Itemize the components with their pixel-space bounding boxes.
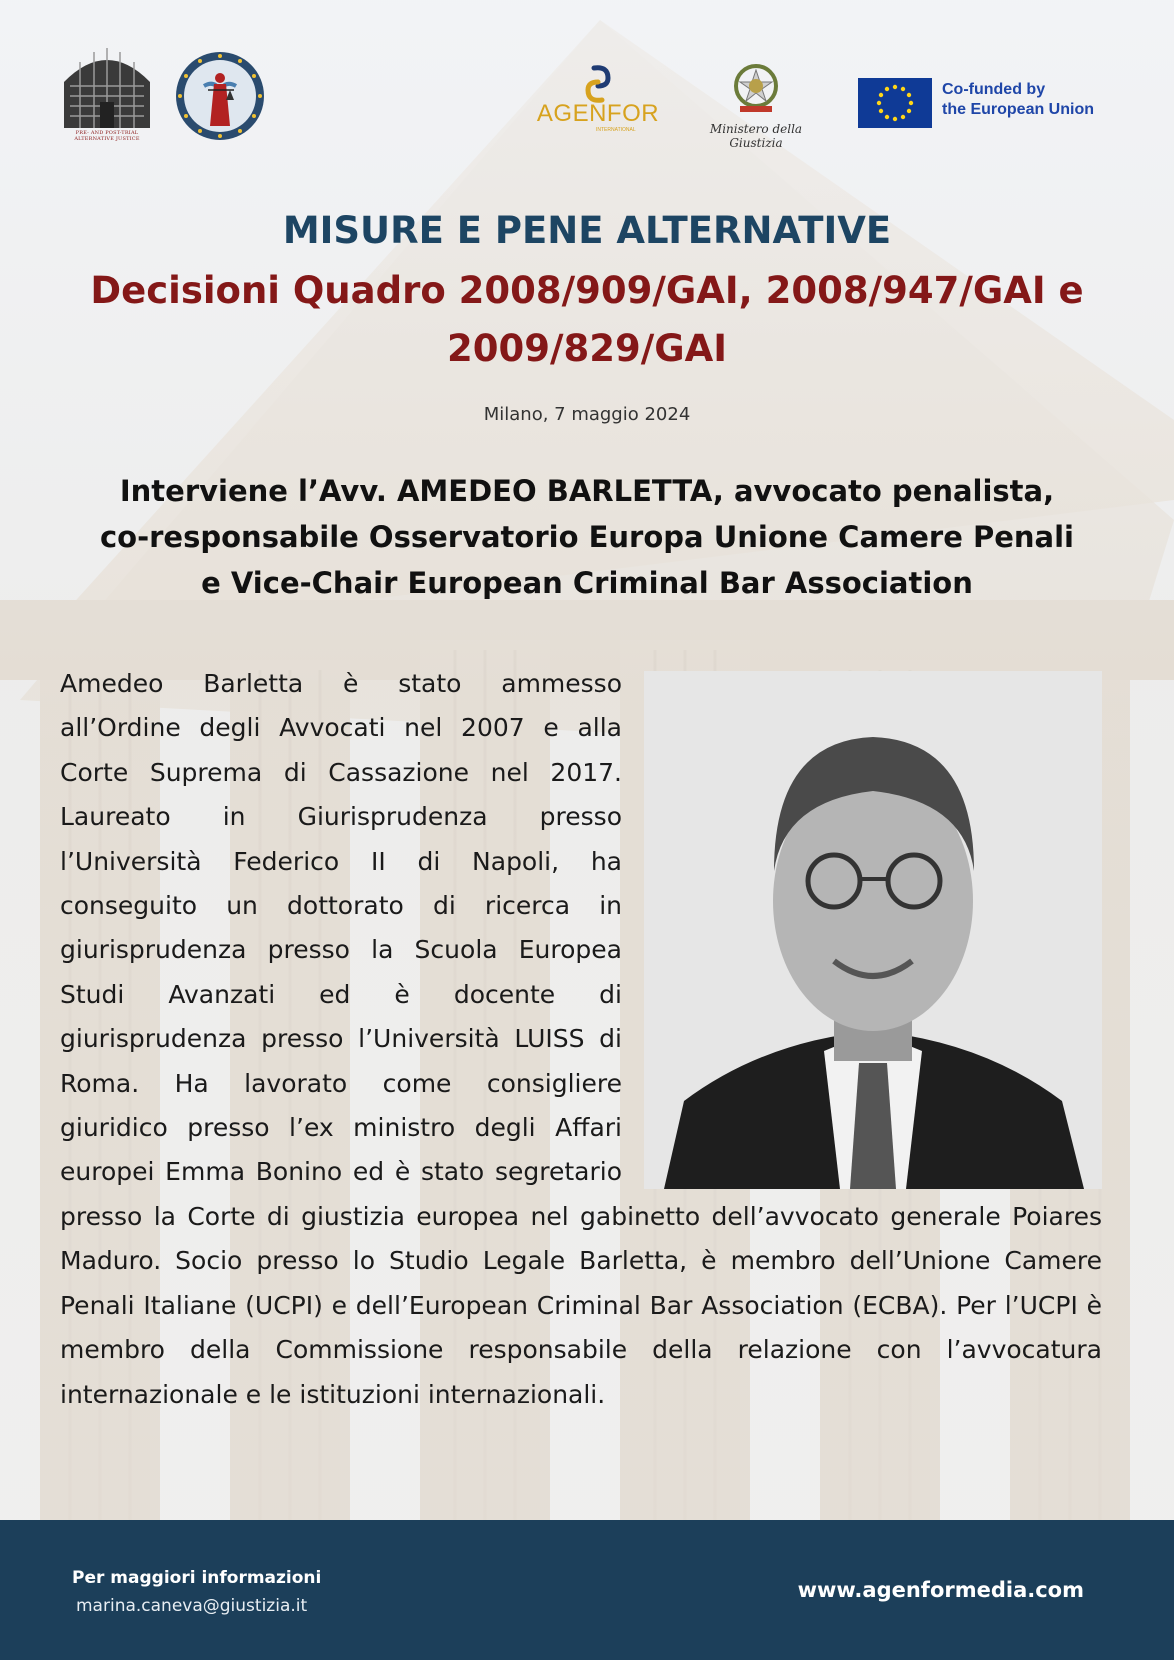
- speaker-line-2: co-responsabile Osservatorio Europa Unione Camere Penali: [99, 520, 1074, 554]
- agenfor-name: AGENFOR: [536, 100, 660, 127]
- cup-logo-caption: PRE- AND POST-TRIAL ALTERNATIVE JUSTICE: [74, 130, 140, 142]
- agenfor-subtitle: INTERNATIONAL: [596, 127, 636, 133]
- speaker-line-3: e Vice-Chair European Criminal Bar Association: [201, 566, 973, 600]
- agenfor-logo: [536, 64, 660, 136]
- title-block: [40, 200, 1134, 378]
- speaker-line-1: Interviene l’Avv. AMEDEO BARLETTA, avvocato penalista,: [119, 474, 1055, 508]
- bio-text: Amedeo Barletta è stato ammesso all’Ordine degli Avvocati nel 2007 e alla Corte Suprema di Cassazione nel 2017. Laureato in Giurisprudenza presso l’Università Federico II di Napoli, ha conseguito un dottorato di ricerca in giurisprudenza presso la Scuola Europea Studi Avanzati ed è docente di giurisprudenza presso l’Università LUISS di Roma. Ha lavorato come consigliere giuridico presso l’ex ministro degli Affari europei Emma Bonino ed è stato segretario presso la Corte di giustizia europea nel gabinetto dell’avvocato generale Poiares Maduro. Socio presso lo Studio Legale Barletta, è membro dell’Unione Camere Penali Italiane (UCPI) e dell’European Criminal Bar Association (ECBA). Per l’UCPI è membro della Commissione responsabile della relazione con l’avvocatura internazionale e le istituzioni internazionali.: [60, 669, 1102, 1409]
- pre-post-trial-logo: [60, 42, 154, 146]
- footer: [0, 1520, 1174, 1660]
- footer-info-label: Per maggiori informazioni: [72, 1568, 322, 1588]
- eu-cofunded-text: Co-funded by the European Union: [942, 81, 1094, 118]
- panopticon-prison-icon: [60, 42, 154, 128]
- lady-justice-logo: [174, 50, 266, 142]
- logo-bar: [0, 0, 1174, 160]
- speaker-heading: [40, 468, 1134, 606]
- lady-justice-icon: [174, 50, 266, 142]
- eu-cofunded-logo: [858, 78, 1118, 128]
- agenfor-swirl-icon: [536, 64, 660, 104]
- speaker-portrait: [644, 671, 1102, 1189]
- ministero-logo: [686, 60, 826, 150]
- event-date: Milano, 7 maggio 2024: [483, 404, 691, 425]
- speaker-bio: [60, 662, 1102, 1417]
- eu-flag-icon: [858, 78, 932, 128]
- footer-website-link[interactable]: www.agenformedia.com: [797, 1578, 1084, 1602]
- ministero-name: Ministero della Giustizia: [709, 122, 803, 150]
- page-subtitle-line2: 2009/829/GAI: [446, 327, 727, 370]
- page-subtitle-line1: Decisioni Quadro 2008/909/GAI, 2008/947/GAI e: [90, 269, 1084, 312]
- italian-emblem-icon: [686, 60, 826, 122]
- page-title: MISURE E PENE ALTERNATIVE: [282, 209, 892, 252]
- footer-email-link[interactable]: marina.caneva@giustizia.it: [76, 1596, 308, 1616]
